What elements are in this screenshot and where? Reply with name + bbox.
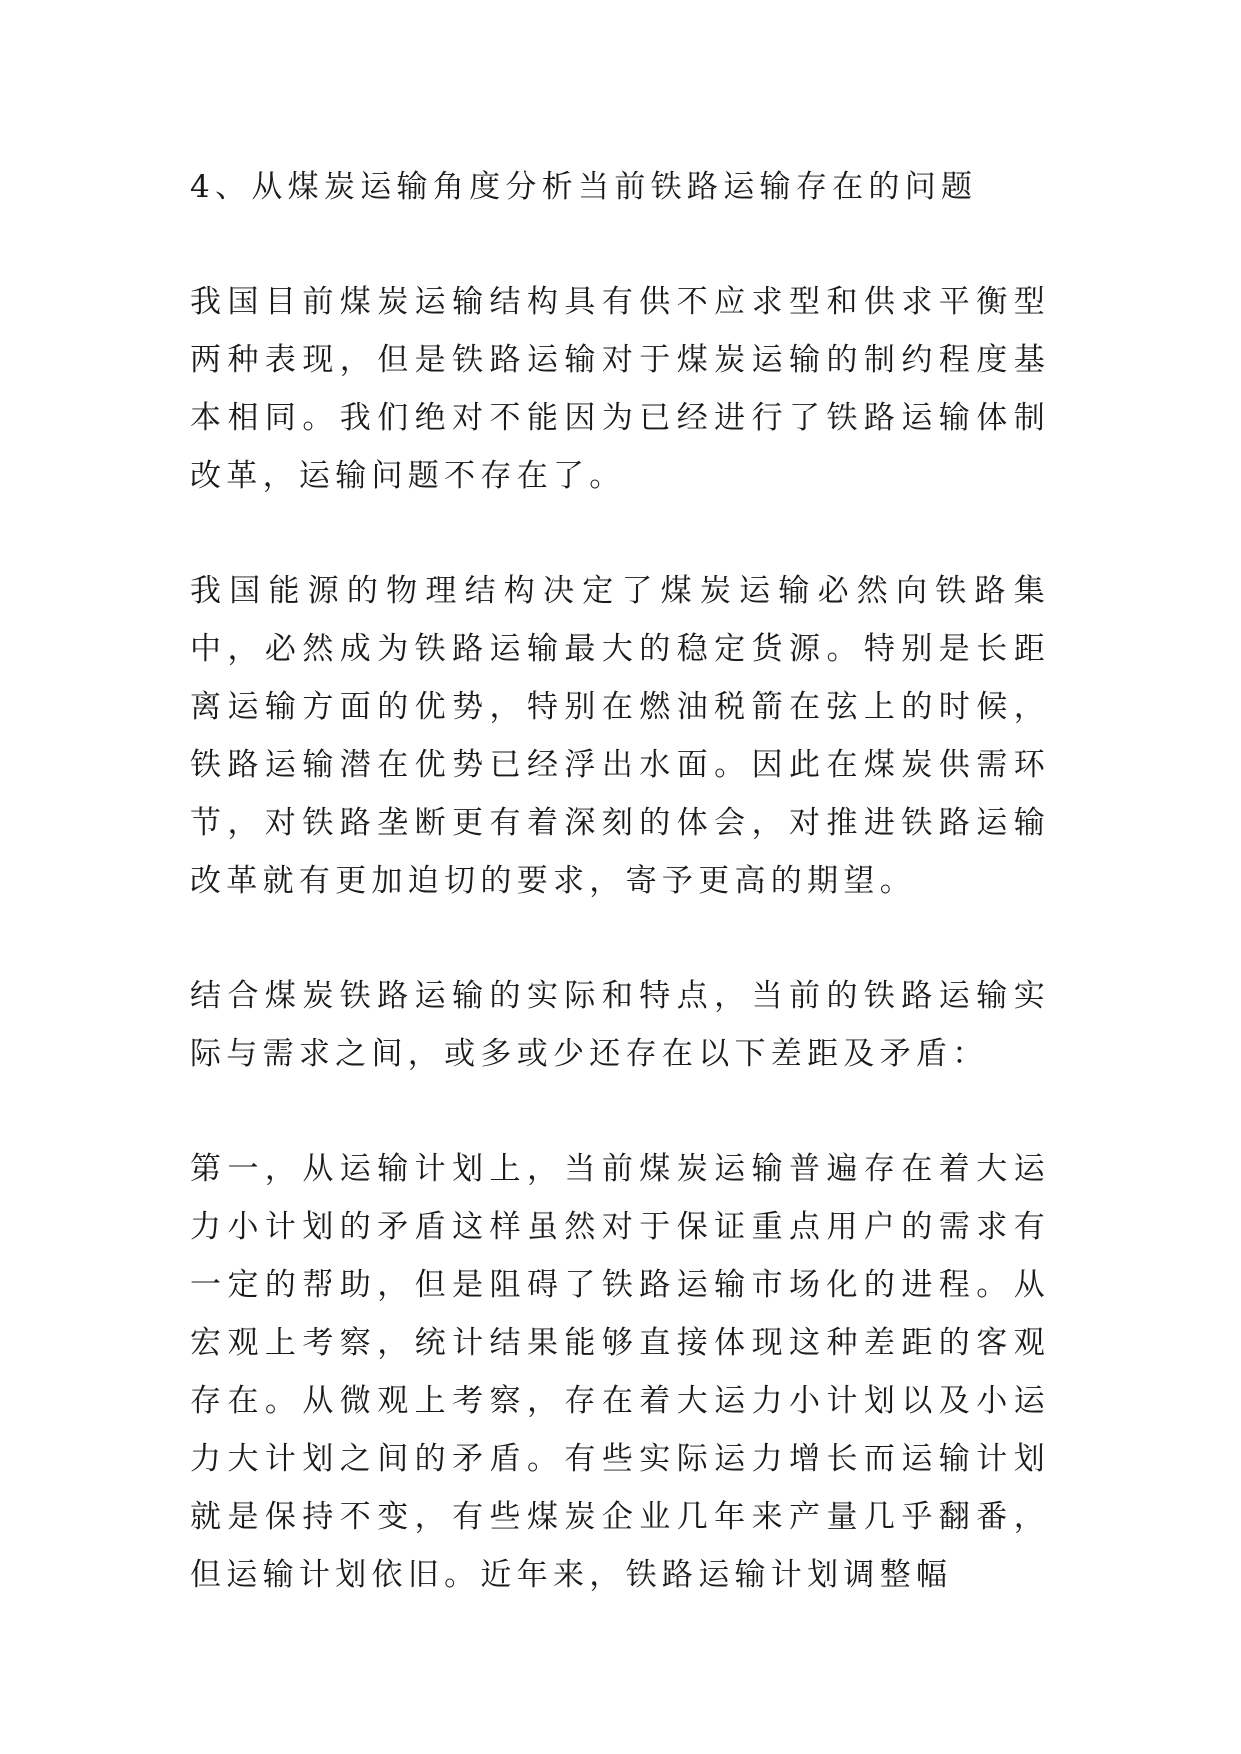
section-heading: 4、从煤炭运输角度分析当前铁路运输存在的问题	[190, 169, 978, 205]
paragraph-3: 结合煤炭铁路运输的实际和特点，当前的铁路运输实际与需求之间，或多或少还存在以下差距及矛盾：	[190, 978, 1050, 1072]
paragraph-4: 第一，从运输计划上，当前煤炭运输普遍存在着大运力小计划的矛盾这样虽然对于保证重点用户的需求有一定的帮助，但是阻碍了铁路运输市场化的进程。从宏观上考察，统计结果能够直接体现这种差距的客观存在。从微观上考察，存在着大运力小计划以及小运力大计划之间的矛盾。有些实际运力增长而运输计划就是保持不变，有些煤炭企业几年来产量几乎翻番，但运输计划依旧。近年来，铁路运输计划调整幅	[190, 1151, 1050, 1593]
paragraph-2: 我国能源的物理结构决定了煤炭运输必然向铁路集中，必然成为铁路运输最大的稳定货源。特别是长距离运输方面的优势，特别在燃油税箭在弦上的时候，铁路运输潜在优势已经浮出水面。因此在煤炭供需环节，对铁路垄断更有着深刻的体会，对推进铁路运输改革就有更加迫切的要求，寄予更高的期望。	[190, 573, 1050, 899]
document-body	[190, 158, 1050, 1604]
paragraph-1: 我国目前煤炭运输结构具有供不应求型和供求平衡型两种表现，但是铁路运输对于煤炭运输的制约程度基本相同。我们绝对不能因为已经进行了铁路运输体制改革，运输问题不存在了。	[190, 284, 1050, 494]
